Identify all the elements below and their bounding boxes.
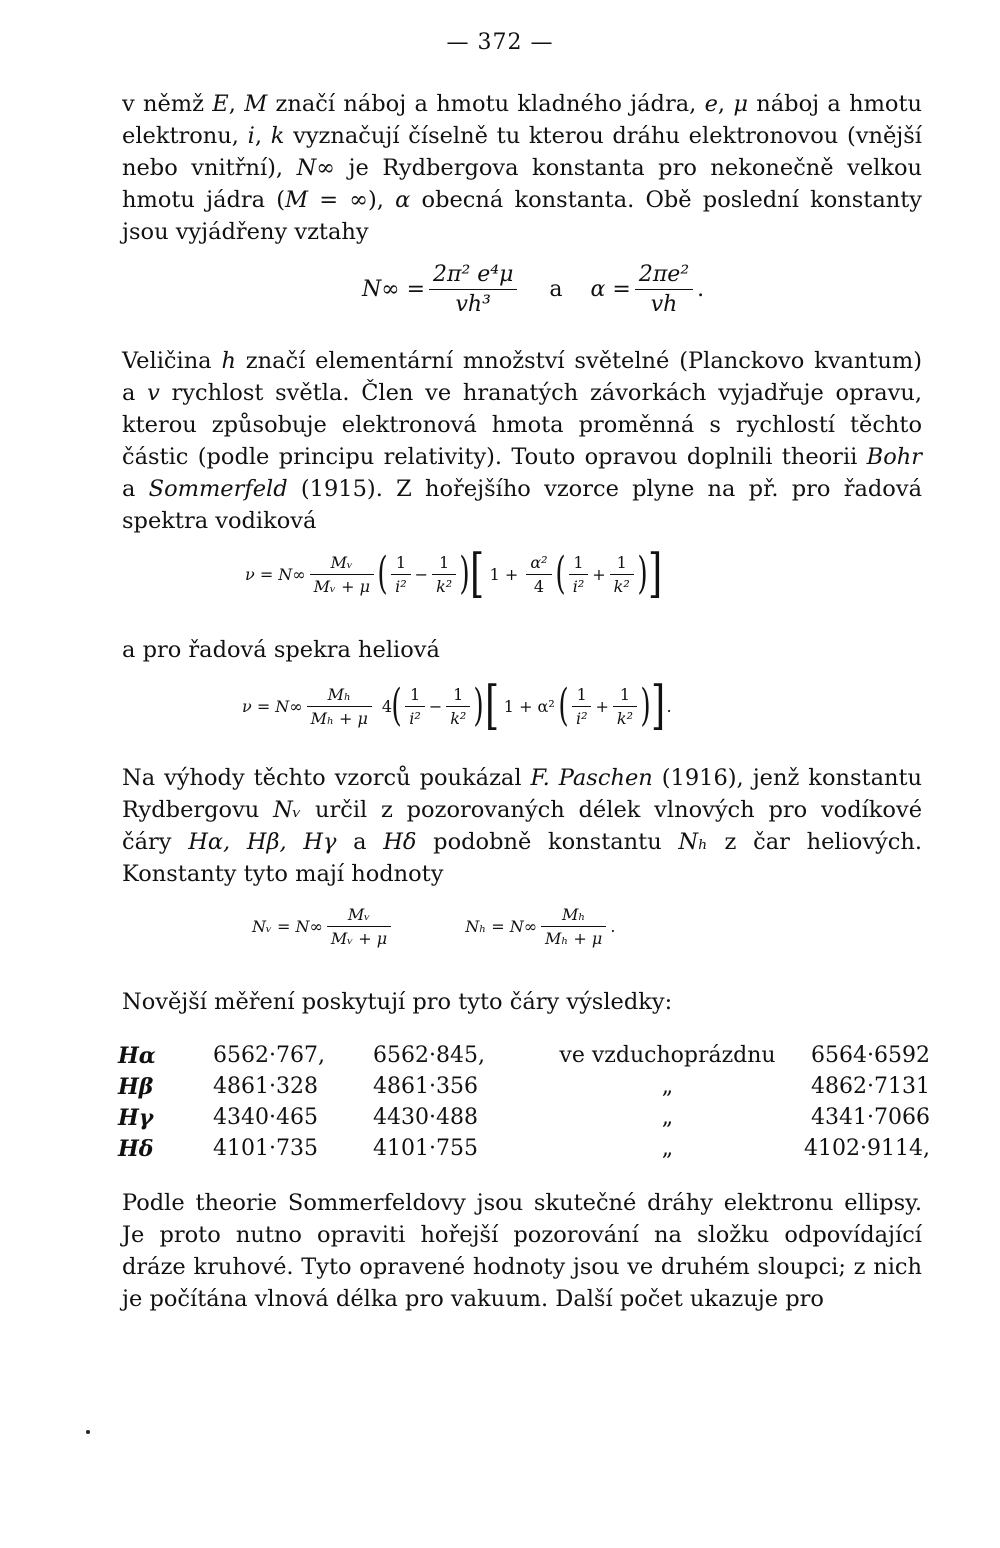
table-row (118, 1133, 930, 1164)
eq1-denominator-2: vh (650, 292, 678, 317)
eq2-i-squared: i² (395, 576, 407, 596)
table-cell: 4430·488 (373, 1105, 478, 1130)
eq3-one: 1 (446, 685, 470, 707)
table-cell: 4101·735 (213, 1136, 318, 1161)
text: vyznačují číselně tu kterou dráhu elektronovou (vnější nebo vnitřní), (122, 123, 923, 181)
symbol-lines: Hα, Hβ, Hγ (188, 829, 337, 855)
eq1-alpha: α = (590, 277, 631, 302)
table-cell: Hβ (118, 1073, 154, 1100)
eq2-alpha-squared: α² (526, 553, 551, 575)
eq2-one: 1 (610, 553, 634, 575)
eq3-paren-close: ) (640, 680, 651, 731)
equation-1 (362, 262, 704, 317)
eq2-fraction-i2 (569, 553, 589, 596)
paragraph-4 (122, 762, 922, 890)
text: (1915). Z hořejšího vzorce plyne na př. pro řadová spektra vodiková (122, 476, 922, 534)
eq4-fraction-1 (327, 905, 391, 948)
table-row (118, 1071, 930, 1102)
eq4-lhs-1: Nᵥ = N∞ (252, 917, 323, 936)
eq3-one-plus-alpha: 1 + α² (503, 696, 555, 716)
text: značí elementární množství světelné (Planckovo kvantum) a (122, 348, 922, 406)
text: , (228, 91, 245, 117)
eq2-one: 1 (432, 553, 456, 575)
text: podobně konstantu (416, 829, 679, 855)
eq2-paren-close: ) (637, 548, 648, 599)
eq3-plus: + (595, 696, 609, 716)
eq3-bracket-open: [ (484, 676, 499, 736)
symbol-e: e (704, 91, 718, 117)
eq3-fraction-k2 (613, 685, 637, 728)
table-cell: Hδ (118, 1135, 154, 1162)
eq2-minus: − (414, 564, 429, 584)
eq3-fraction-k (446, 685, 470, 728)
table-cell: Hγ (118, 1104, 154, 1131)
text: , (254, 123, 271, 149)
eq3-fraction-i (405, 685, 425, 728)
table-cell: „ (661, 1074, 674, 1099)
table-cell: 4862·7131 (811, 1074, 930, 1099)
eq2-paren-close: ) (459, 548, 470, 599)
eq2-fraction-k2 (610, 553, 634, 596)
eq3-period: . (666, 696, 672, 716)
eq2-fraction-mass (310, 553, 374, 596)
name-bohr: Bohr (866, 444, 922, 470)
text: v němž (122, 91, 213, 117)
symbol-hdelta: Hδ (383, 829, 417, 855)
table-row (118, 1102, 930, 1133)
eq3-k-squared: k² (450, 708, 467, 728)
table-cell: Hα (118, 1042, 156, 1069)
eq2-denominator: Mᵥ + μ (313, 576, 370, 596)
name-paschen: F. Paschen (530, 765, 653, 791)
text: z čar heliových. Konstanty tyto mají hodnoty (122, 829, 923, 887)
eq2-one-plus: 1 + (489, 564, 519, 584)
table-cell: 4861·356 (373, 1074, 478, 1099)
eq1-denominator: vh³ (455, 292, 491, 317)
eq3-numerator: Mₕ (307, 685, 372, 707)
eq4-denominator-2: Mₕ + μ (545, 929, 603, 948)
text: určil z pozorovaných délek vlnových pro vodíkové čáry (122, 797, 923, 855)
symbol-i: i (247, 123, 255, 149)
wavelength-table (118, 1040, 930, 1164)
eq2-one: 1 (569, 553, 589, 575)
eq3-denominator: Mₕ + μ (310, 708, 368, 728)
table-cell: 4101·755 (373, 1136, 478, 1161)
symbol-h: h (221, 348, 236, 374)
eq3-paren-close: ) (473, 680, 485, 731)
eq4-numerator-1: Mᵥ (327, 905, 391, 927)
eq4-fraction-2 (541, 905, 606, 948)
eq4-denominator-1: Mᵥ + μ (330, 929, 388, 948)
table-cell: 6562·845, (373, 1043, 485, 1068)
eq2-k-squared: k² (613, 576, 630, 596)
eq3-i-squared: i² (409, 708, 421, 728)
eq1-fraction (429, 262, 517, 317)
symbol-M-inf: M = ∞ (285, 187, 369, 213)
symbol-E: E (212, 91, 229, 117)
eq3-fraction-i2 (572, 685, 592, 728)
eq3-paren-open: ( (558, 680, 569, 731)
paragraph-6: Podle theorie Sommerfeldovy jsou skutečné dráhy elektronu ellipsy. Je proto nutno opraviti hořejší pozorování na složku odpovídající dráze kruhové. Tyto opravené hodnoty jsou ve druhém sloupci; z nich je počítána vlnová délka pro vakuum. Další počet ukazuje pro (122, 1190, 922, 1312)
symbol-M: M (244, 91, 268, 117)
symbol-alpha: α (395, 187, 411, 213)
eq2-numerator: Mᵥ (310, 553, 374, 575)
text: rychlost světla. Člen ve hranatých závorkách vyjadřuje opravu, kterou způsobuje elektronová hmota proměnná s rychlostí těchto částic (podle principu relativity). Touto opravou doplnili theorii (122, 380, 922, 470)
text: (1916), jenž konstantu Rydbergovu (122, 765, 923, 823)
eq2-fraction-alpha (526, 553, 551, 596)
text: je Rydbergova konstanta pro nekonečně velkou hmotu jádra ( (122, 155, 922, 213)
eq2-paren-open: ( (554, 548, 566, 599)
eq4-lhs-2: Nₕ = N∞ (465, 917, 538, 936)
text: Veličina (122, 348, 222, 374)
text: Na výhody těchto vzorců poukázal (122, 765, 531, 791)
text: a (122, 476, 149, 502)
eq2-fraction-k (432, 553, 456, 596)
eq3-one: 1 (572, 685, 592, 707)
table-cell: ve vzduchoprázdnu (559, 1043, 776, 1068)
equation-2 (245, 544, 663, 604)
symbol-k: k (270, 123, 285, 149)
eq4-numerator-2: Mₕ (541, 905, 606, 927)
eq2-lhs: ν = N∞ (245, 564, 306, 584)
table-cell: 6562·767, (213, 1043, 325, 1068)
page-number: — 372 — (446, 30, 554, 55)
eq2-k-squared: k² (436, 576, 453, 596)
eq3-one: 1 (613, 685, 637, 707)
eq1-period: . (697, 277, 705, 302)
eq1-numerator-2: 2πe² (635, 262, 693, 290)
eq3-fraction-mass (307, 685, 372, 728)
eq2-fraction-i (391, 553, 411, 596)
eq3-paren-open: ( (391, 680, 402, 731)
paragraph-1 (122, 88, 922, 248)
symbol-mu: μ (733, 91, 748, 117)
eq2-bracket-close: ] (647, 544, 663, 604)
eq1-lhs: N∞ = (362, 277, 426, 302)
eq3-minus: − (428, 696, 443, 716)
table-row (118, 1040, 930, 1071)
text: a (336, 829, 384, 855)
text: značí náboj a hmotu kladného jádra, (267, 91, 705, 117)
symbol-Nh: Nₕ (678, 829, 708, 855)
symbol-Nv: Nᵥ (273, 797, 302, 823)
eq2-bracket-open: [ (470, 544, 485, 604)
eq2-four: 4 (533, 576, 545, 596)
eq3-four: 4 (381, 696, 393, 716)
table-cell: „ (661, 1105, 674, 1130)
table-cell: „ (661, 1136, 674, 1161)
eq3-one: 1 (405, 685, 425, 707)
symbol-v: v (147, 380, 160, 406)
name-sommerfeld: Sommerfeld (148, 476, 288, 502)
equation-4 (252, 905, 615, 948)
equation-3 (242, 676, 672, 736)
table-cell: 4102·9114, (804, 1136, 930, 1161)
eq3-k-squared: k² (616, 708, 633, 728)
eq1-numerator: 2π² e⁴μ (429, 262, 517, 290)
paragraph-3: a pro řadová spekra heliová (122, 637, 440, 663)
eq1-and: a (549, 277, 563, 302)
table-cell: 4341·7066 (811, 1105, 930, 1130)
paragraph-5: Novější měření poskytují pro tyto čáry výsledky: (122, 989, 673, 1015)
table-cell: 6564·6592 (811, 1043, 930, 1068)
text: obecná konstanta. Obě poslední konstanty jsou vyjádřeny vztahy (122, 187, 922, 245)
table-cell: 4861·328 (213, 1074, 318, 1099)
eq2-one: 1 (391, 553, 411, 575)
symbol-N-inf: N∞ (296, 155, 336, 181)
eq2-plus: + (592, 564, 606, 584)
text: ), (368, 187, 396, 213)
ink-dot (86, 1430, 90, 1434)
eq3-lhs: ν = N∞ (242, 696, 303, 716)
text: náboj a hmotu elektronu, (122, 91, 923, 149)
eq3-bracket-close: ] (651, 676, 666, 736)
eq3-i-squared: i² (575, 708, 588, 728)
eq2-paren-open: ( (377, 548, 388, 599)
eq4-period: . (610, 917, 616, 936)
text: , (717, 91, 734, 117)
eq1-fraction-2 (635, 262, 693, 317)
paragraph-2 (122, 345, 922, 537)
eq2-i-squared: i² (572, 576, 585, 596)
table-cell: 4340·465 (213, 1105, 318, 1130)
